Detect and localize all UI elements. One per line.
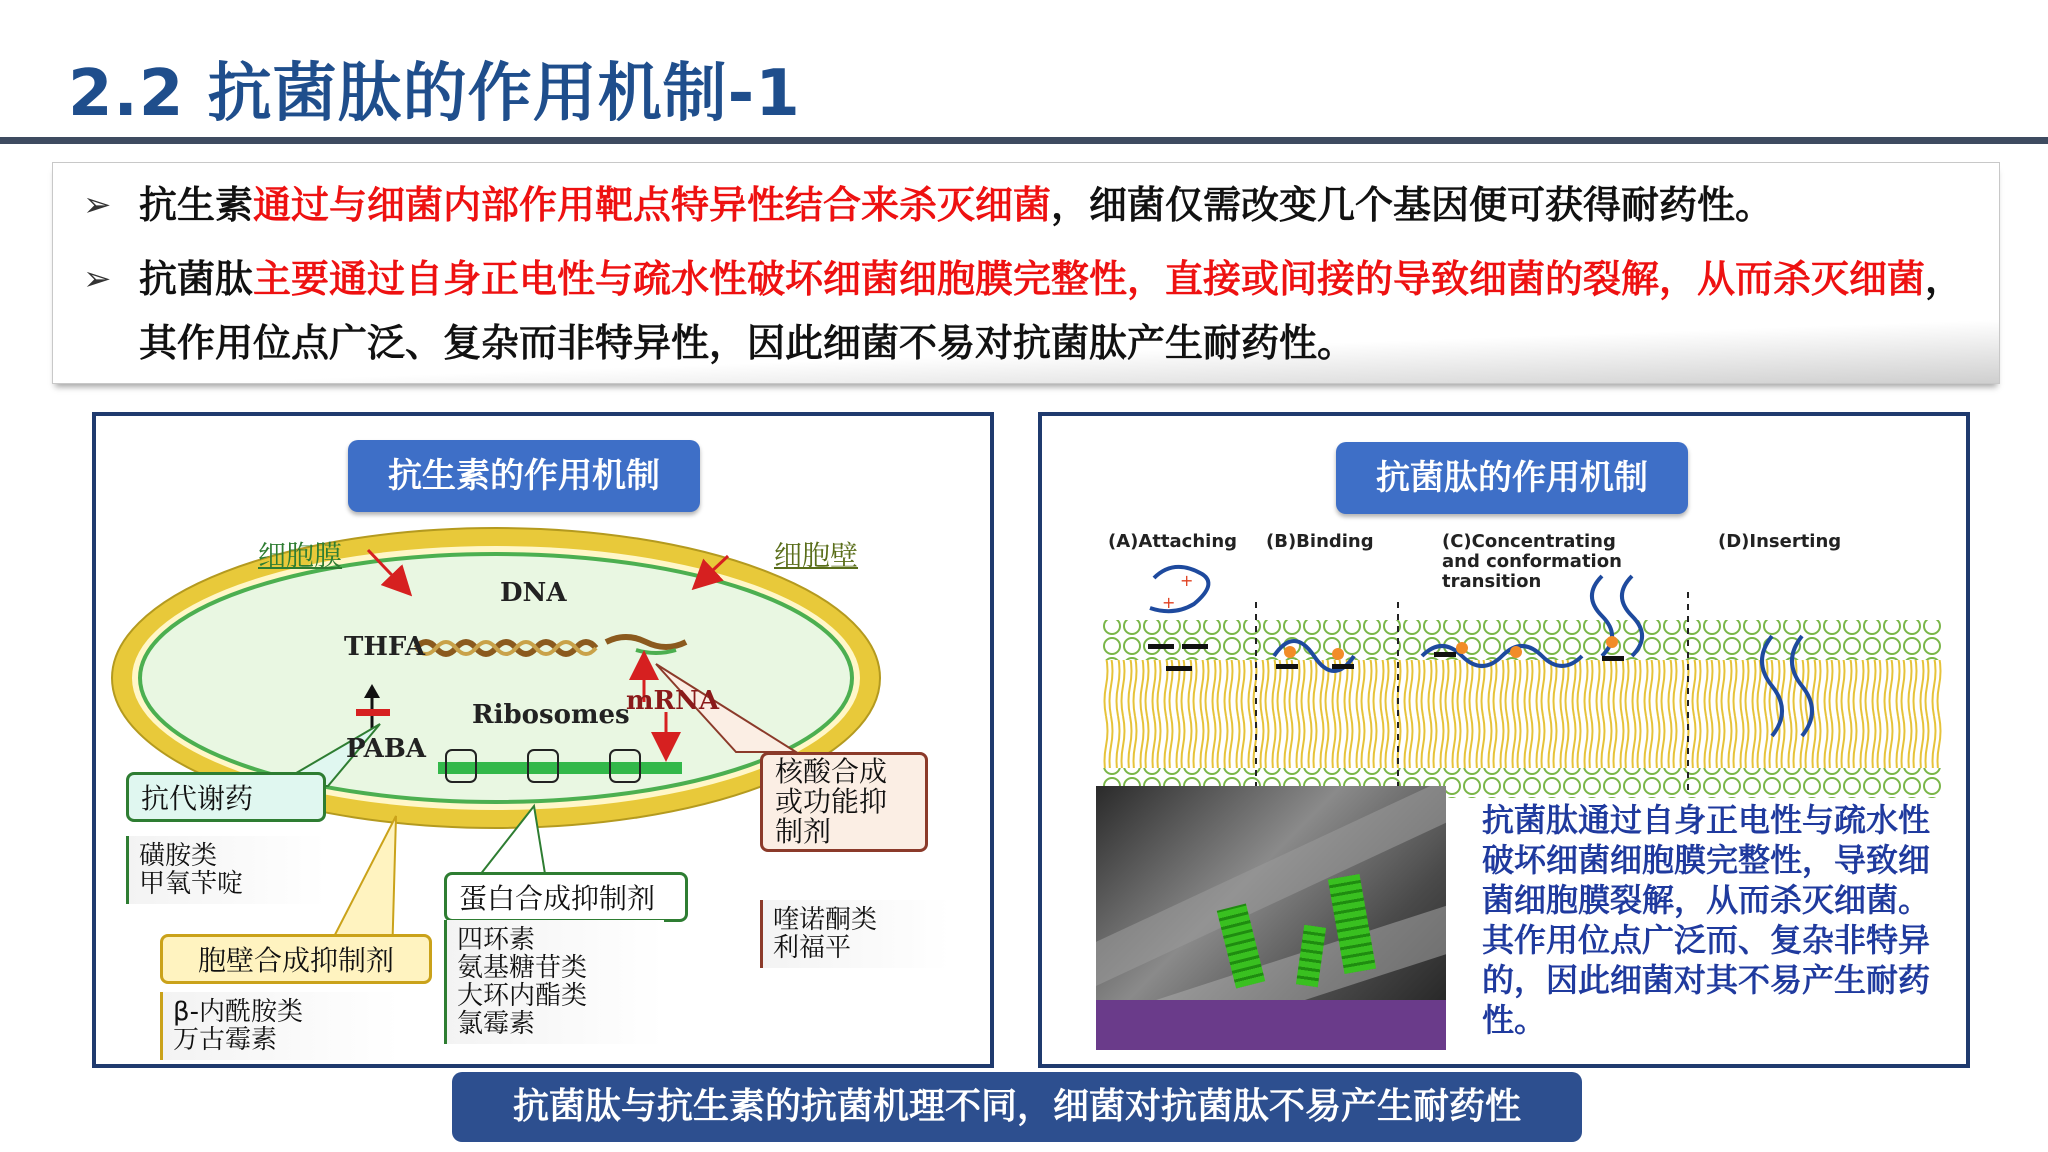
page-title: 2.2 抗菌肽的作用机制-1 <box>68 57 801 131</box>
stage-binding: (B)Binding <box>1266 531 1374 552</box>
positive-residue <box>1456 642 1468 654</box>
wall-label: 细胞壁 <box>774 539 859 572</box>
negative-charge <box>1276 664 1298 669</box>
callout-line: 或功能抑 <box>775 785 888 818</box>
lipid-tails <box>1102 660 1942 768</box>
positive-residue <box>1510 646 1522 658</box>
bullet-1-part-1: 抗生素 <box>139 183 254 227</box>
peptide-helix <box>1217 904 1265 989</box>
negative-charge <box>1332 664 1354 669</box>
callout-line: 核酸合成 <box>775 755 888 788</box>
negative-charge <box>1602 656 1624 661</box>
callout-line: 制剂 <box>775 815 832 848</box>
bullet-1-part-2: 通过与细菌内部作用靶点特异性结合来杀灭细菌 <box>253 183 1052 227</box>
bullet-text-2 <box>83 247 1983 375</box>
bullet-2-part-3: ，其作用位点广泛、复杂而非特异性，因此细菌不易对抗菌肽产生耐药性。 <box>139 257 1964 365</box>
upper-lipid-heads <box>1102 620 1942 660</box>
membrane-surface <box>1096 1000 1446 1050</box>
bullet-item-2 <box>83 247 1983 375</box>
positive-residue <box>1606 636 1618 648</box>
ribosomes-label: Ribosomes <box>472 700 630 730</box>
bullet-1-part-3: ，细菌仅需改变几个基因便可获得耐药性。 <box>1051 183 1774 227</box>
callout-nucleic-inhibitor <box>760 752 928 852</box>
mrna-label: mRNA <box>626 686 720 716</box>
drug-item: 氯霉素 <box>457 1009 536 1039</box>
conclusion-banner: 抗菌肽与抗生素的抗菌机理不同，细菌对抗菌肽不易产生耐药性 <box>452 1072 1582 1142</box>
antimetabolite-drugs <box>126 836 326 904</box>
nucleic-inhibitor-drugs <box>760 900 950 968</box>
positive-residue <box>1332 648 1344 660</box>
membrane-label: 细胞膜 <box>258 539 343 572</box>
drug-item: 四环素 <box>457 925 536 955</box>
callout-antimetabolite: 抗代谢药 <box>126 772 326 822</box>
sem-image <box>1096 786 1446 1050</box>
drug-item: 甲氧苄啶 <box>139 869 244 899</box>
positive-charge: + <box>1162 593 1176 612</box>
arrow-bullet-icon: ➢ <box>83 185 112 225</box>
thfa-label: THFA <box>344 632 426 662</box>
peptide-panel <box>1038 412 1970 1068</box>
bullet-item-1 <box>83 173 1983 237</box>
stage-line: transition <box>1442 571 1542 592</box>
drug-item: 喹诺酮类 <box>773 905 878 935</box>
bullet-box <box>52 162 2000 384</box>
mechanism-description: 抗菌肽通过自身正电性与疏水性破坏细菌细胞膜完整性，导致细菌细胞膜裂解，从而杀灭细菌。其作用位点广泛而、复杂非特异的，因此细菌对其不易产生耐药性。 <box>1482 801 1931 1039</box>
antibiotic-panel-header: 抗生素的作用机制 <box>348 440 700 512</box>
ribosome-mrna <box>438 762 682 774</box>
drug-item: 万古霉素 <box>173 1025 278 1055</box>
drug-item: 磺胺类 <box>139 841 218 871</box>
stage-inserting: (D)Inserting <box>1718 531 1842 552</box>
peptide-panel-header: 抗菌肽的作用机制 <box>1336 442 1688 514</box>
paba-label: PABA <box>346 734 426 764</box>
inhibition-bar <box>356 709 390 716</box>
stage-attaching: (A)Attaching <box>1108 531 1238 552</box>
title-divider <box>0 137 2048 144</box>
stage-line: and conformation <box>1442 551 1622 572</box>
positive-residue <box>1284 646 1296 658</box>
wall-inhibitor-drugs <box>160 992 400 1060</box>
negative-charge <box>1182 644 1208 649</box>
drug-item: 氨基糖苷类 <box>457 953 588 983</box>
negative-charge <box>1148 644 1174 649</box>
arrow-bullet-icon: ➢ <box>83 259 112 299</box>
bullet-2-part-1: 抗菌肽 <box>139 257 254 301</box>
negative-charge <box>1166 666 1192 671</box>
dna-label: DNA <box>500 578 567 608</box>
antibiotic-panel <box>92 412 994 1068</box>
drug-item: β-内酰胺类 <box>173 997 303 1027</box>
callout-protein-inhibitor: 蛋白合成抑制剂 <box>444 872 688 922</box>
protein-inhibitor-drugs <box>444 920 664 1044</box>
drug-item: 大环内酯类 <box>457 981 588 1011</box>
callout-wall-inhibitor: 胞壁合成抑制剂 <box>160 934 432 984</box>
bullet-text-1 <box>83 173 1983 237</box>
positive-charge: + <box>1180 571 1194 590</box>
stage-line: (C)Concentrating <box>1442 531 1616 552</box>
negative-charge <box>1434 652 1456 657</box>
drug-item: 利福平 <box>773 933 852 963</box>
bullet-2-part-2: 主要通过自身正电性与疏水性破坏细菌细胞膜完整性，直接或间接的导致细菌的裂解，从而杀灭细菌 <box>253 257 1926 301</box>
